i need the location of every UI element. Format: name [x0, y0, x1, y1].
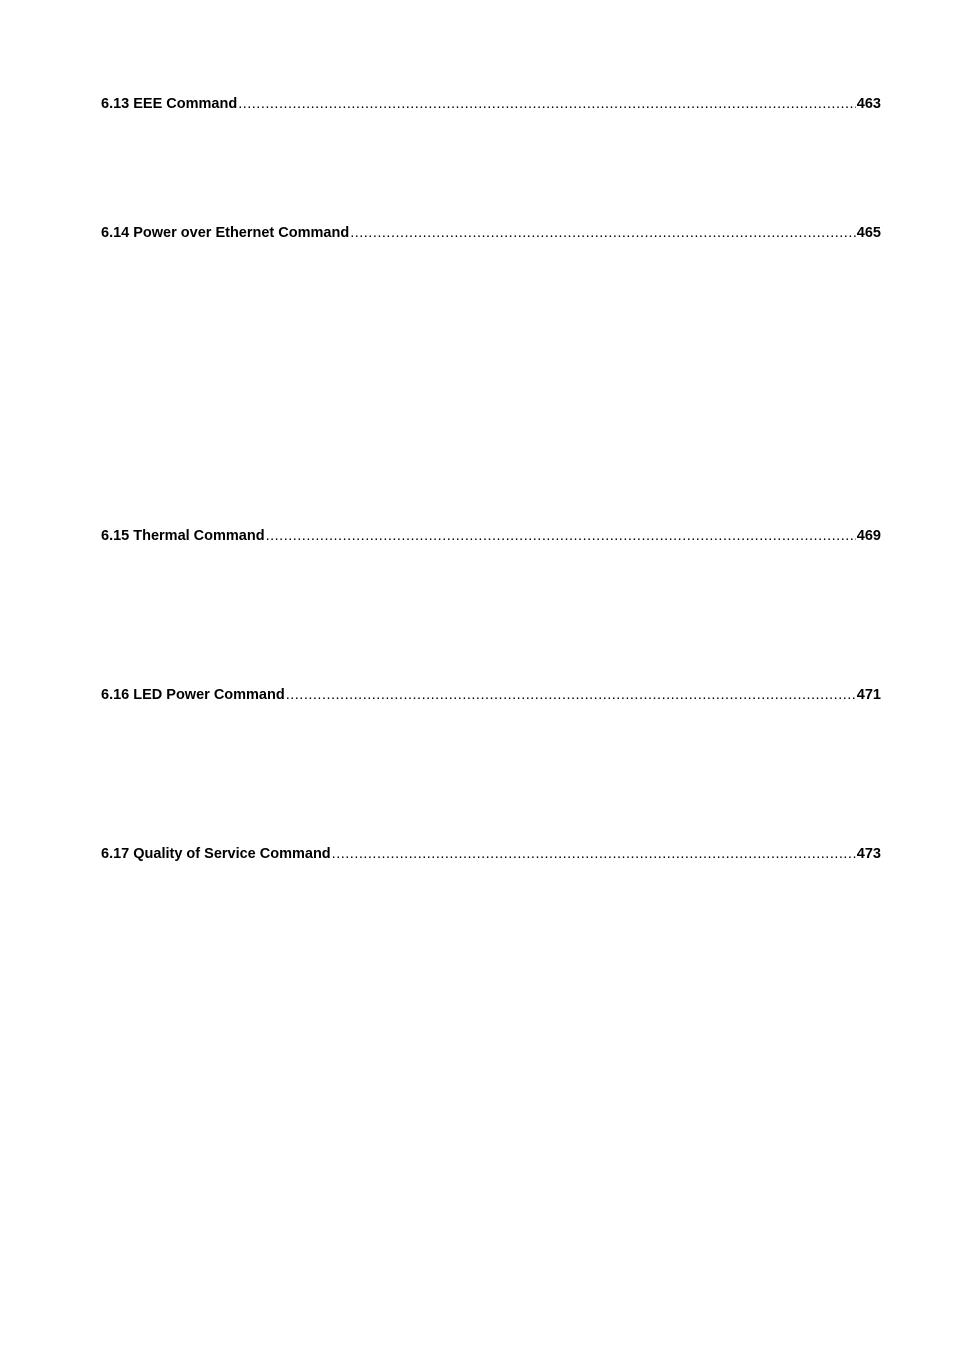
toc-entry-6-14[interactable]: [101, 223, 881, 243]
toc-entry-6-15[interactable]: [101, 526, 881, 546]
toc-entry-6-13[interactable]: [101, 94, 881, 114]
toc-entry-page: 471: [856, 687, 881, 703]
toc-entry-page: 469: [856, 528, 881, 544]
toc-entry-page: 465: [856, 225, 881, 241]
toc-entry-6-17[interactable]: [101, 844, 881, 864]
toc-dot-leader: [266, 526, 856, 546]
toc-dot-leader: [238, 94, 856, 114]
toc-entry-title: 6.17 Quality of Service Command: [101, 846, 331, 862]
toc-dot-leader: [286, 685, 856, 705]
toc-dot-leader: [332, 844, 856, 864]
toc-entry-title: 6.13 EEE Command: [101, 96, 238, 112]
toc-dot-leader: [350, 223, 856, 243]
toc-entry-title: 6.16 LED Power Command: [101, 687, 285, 703]
toc-entry-6-16[interactable]: [101, 685, 881, 705]
toc-entry-page: 463: [856, 96, 881, 112]
toc-entry-title: 6.14 Power over Ethernet Command: [101, 225, 350, 241]
toc-entry-page: 473: [856, 846, 881, 862]
toc-entry-title: 6.15 Thermal Command: [101, 528, 265, 544]
